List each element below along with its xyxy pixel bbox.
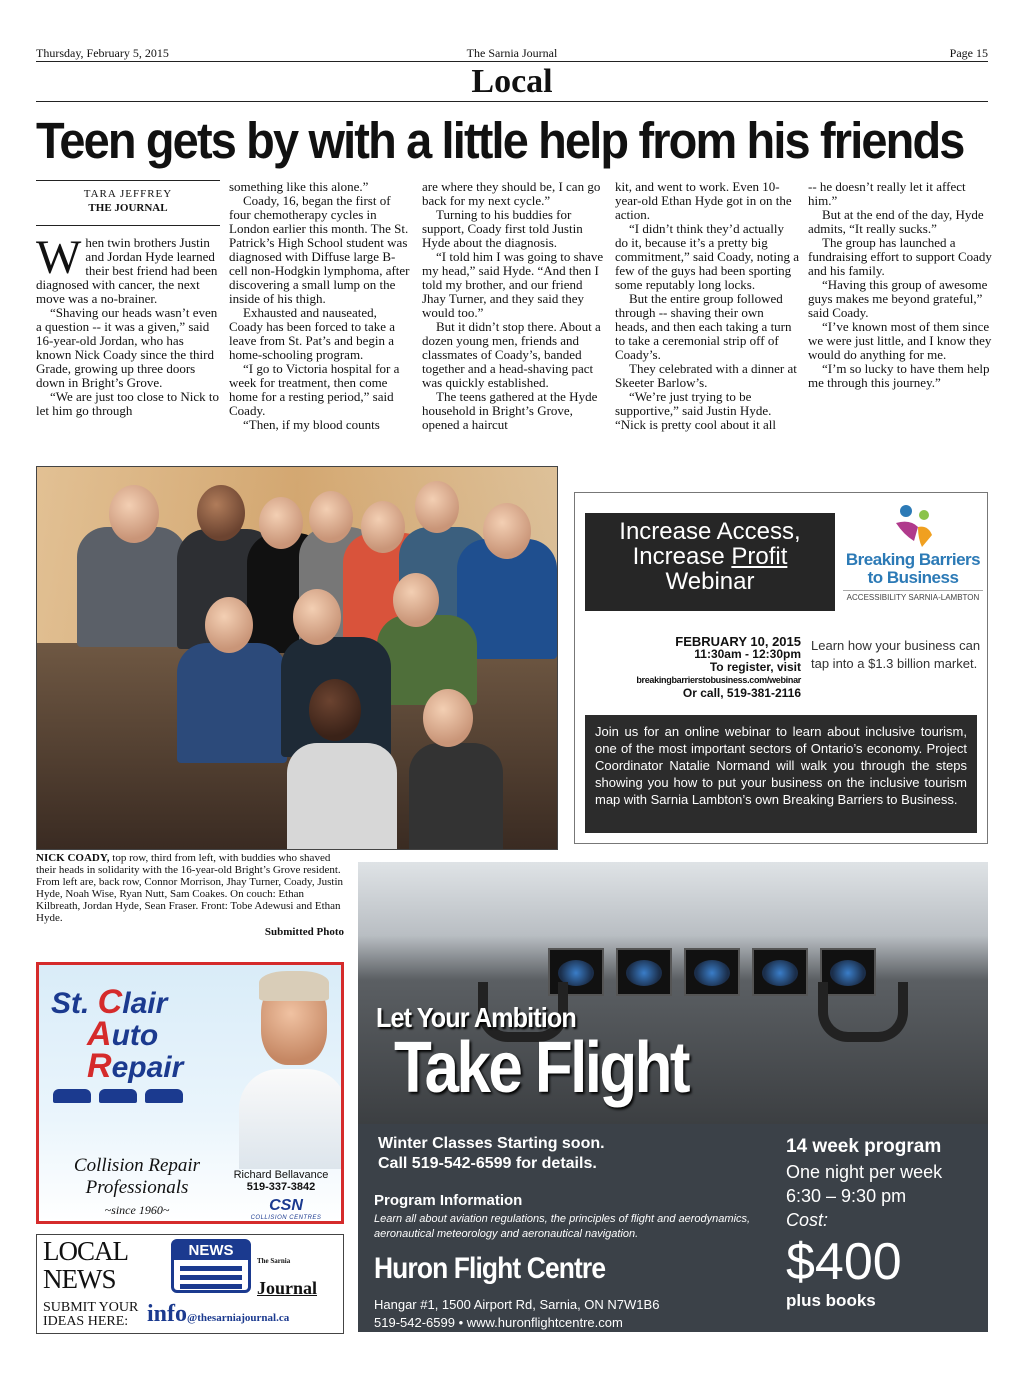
brand-line3 — [51, 1047, 184, 1085]
caption-text: top row, third from left, with buddies who shaved their heads in solidarity with the 16-year-old Bright’s Grove resident. From left are, back row, Connor Morrison, Jhay Turner, Coady, Justin Hyde, Noah Wise, Ryan Nutt, Sam Coakes. On couch: Ethan Kilbreath, Jordan Hyde, Sean Fraser. Front: Tobe Adewusi and Ethan Hyde. — [36, 852, 344, 924]
submit-email[interactable] — [147, 1301, 289, 1328]
webinar-details — [585, 635, 801, 700]
stclair-brand — [51, 983, 184, 1085]
flight-centre-ad — [358, 862, 988, 1332]
program-length: 14 week program — [786, 1136, 942, 1157]
figure-icon — [888, 501, 938, 551]
newspaper-icon — [171, 1239, 251, 1293]
article-text-5 — [808, 180, 992, 390]
logo-name-line1: Breaking Barriers — [845, 550, 981, 569]
program-summary — [786, 1134, 982, 1310]
webinar-description: Join us for an online webinar to learn about inclusive tourism, one of the most important sectors of Ontario’s economy. Project Coordinator Natalie Normand will walk you through the steps showing you how to put your business on the inclusive tourism map with Sarnia Lambton’s own Breaking Barriers to Business. — [585, 715, 977, 833]
flight-centre-name: Huron Flight Centre — [374, 1252, 606, 1285]
address-line2[interactable]: 519-542-6599 • www.huronflightcentre.com — [374, 1315, 623, 1330]
paper-name: The Sarnia Journal — [466, 46, 558, 60]
brand-r: R — [87, 1047, 112, 1085]
cost-label: Cost: — [786, 1210, 829, 1230]
drop-cap: W — [36, 231, 82, 284]
program-description: Learn all about aviation regulations, the principles of flight and aerodynamics, aeronautical meteorology and aeronautical navigation. — [374, 1213, 751, 1240]
brand-a: A — [87, 1015, 112, 1053]
article-paragraph: “We are just too close to Nick to let him go through — [36, 389, 219, 418]
portrait-shirt — [239, 1069, 344, 1169]
csn-logo — [237, 1197, 335, 1221]
car-icons — [53, 1089, 203, 1107]
email-user: info — [147, 1301, 188, 1327]
cockpit-display — [616, 948, 672, 996]
issue-date: Thursday, February 5, 2015 — [36, 46, 169, 60]
program-hours: 6:30 – 9:30 pm — [786, 1186, 907, 1206]
article-paragraph: -- he doesn’t really let it affect him.” — [808, 179, 966, 208]
person-head — [423, 689, 473, 747]
cockpit-display — [752, 948, 808, 996]
csn-subtitle: COLLISION CENTRES — [250, 1215, 322, 1221]
person-body — [77, 527, 187, 647]
person-head — [361, 501, 405, 553]
article-paragraph: “I didn’t think they’d actually do it, because it’s a pretty big commitment,” said Coady, noting a few of the guys had been sporting some reputably long locks. — [615, 221, 800, 292]
person-head — [309, 491, 353, 543]
person-body — [409, 743, 503, 850]
brand-c: C — [97, 983, 123, 1021]
webinar-title-line3: Webinar — [665, 568, 755, 595]
person-body — [287, 743, 397, 850]
local-word: LOCAL — [43, 1236, 128, 1266]
webinar-title-line1: Increase Access, — [619, 518, 801, 545]
program-price: $400 — [786, 1233, 902, 1291]
winter-classes — [378, 1134, 605, 1174]
brand-st: St. — [51, 987, 98, 1020]
flight-tagline: Let Your Ambition — [376, 1002, 576, 1033]
collision-tagline — [47, 1155, 227, 1221]
csn-text: CSN — [269, 1197, 303, 1214]
article-paragraph: But it didn’t stop there. About a dozen young men, friends and classmates of Coady’s, banded together and a head-shaving pact was quickly established. — [422, 319, 601, 390]
article-paragraph: “Shaving our heads wasn’t even a question -- it was a given,” said 16-year-old Jordan, who has known Nick Coady since the third Grade, growing up three doors down in Bright’s Grove. — [36, 305, 218, 390]
program-frequency: One night per week — [786, 1162, 943, 1182]
webinar-time: 11:30am - 12:30pm — [694, 647, 801, 661]
journal-name: Journal — [257, 1278, 318, 1298]
article-paragraph: They celebrated with a dinner at Skeeter Barlow’s. — [615, 361, 797, 390]
article-paragraph: something like this alone.” — [229, 179, 369, 194]
webinar-url[interactable]: breakingbarrierstobusiness.com/webinar — [636, 675, 801, 685]
article-paragraph: “I told him I was going to shave my head,” said Hyde. “And then I told my brother, and our friend Jhay Turner, and they said they would too.” — [422, 249, 604, 320]
journal-small: The Sarnia — [257, 1257, 291, 1265]
brand-line1 — [51, 983, 183, 1021]
article-column-4 — [615, 180, 799, 432]
article-paragraph: Turning to his buddies for support, Coady first told Justin Hyde about the diagnosis. — [422, 207, 583, 250]
email-domain: @thesarniajournal.ca — [187, 1312, 290, 1324]
article-paragraph: are where they should be, I can go back for my next cycle.” — [422, 179, 601, 208]
person-head — [393, 573, 439, 627]
person-body — [377, 615, 477, 705]
journal-logo — [257, 1257, 343, 1299]
caption-lead: NICK COADY, — [36, 852, 110, 864]
article-paragraph: But the entire group followed through -- shaving their own heads, and then each taking a turn to take a ceremonial strip off of Coady’s. — [615, 291, 792, 362]
article-paragraph: “I’m so lucky to have them help me through this journey.” — [808, 361, 990, 390]
article-column-2 — [229, 180, 413, 432]
person-head — [415, 481, 459, 533]
car-icon — [145, 1089, 183, 1103]
webinar-title-line2 — [585, 544, 835, 569]
local-news-heading — [43, 1237, 128, 1293]
local-news-ad — [36, 1234, 344, 1334]
person-head — [293, 589, 341, 645]
article-paragraph: “We’re just trying to be supportive,” said Justin Hyde. “Nick is pretty cool about it all — [615, 389, 777, 432]
photo-caption — [36, 852, 344, 938]
article-paragraph: kit, and went to work. Even 10-year-old Ethan Hyde got in on the action. — [615, 179, 792, 222]
person-head — [197, 485, 245, 541]
webinar-title-profit: Profit — [731, 543, 788, 570]
article-column-5 — [808, 180, 992, 390]
article-paragraph: Exhausted and nauseated, Coady has been forced to take a leave from St. Pat’s and begin a home-schooling program. — [229, 305, 396, 362]
person-head — [205, 597, 253, 653]
byline-author: TARA JEFFREY — [83, 188, 173, 200]
person-head — [109, 485, 159, 543]
webinar-ad — [574, 492, 988, 844]
section-title: Local — [36, 62, 988, 102]
article-paragraph: But at the end of the day, Hyde admits, “It really sucks.” — [808, 207, 984, 236]
byline-paper: THE JOURNAL — [88, 202, 168, 214]
program-title: Program Information — [374, 1192, 523, 1209]
owner-portrait — [239, 965, 344, 1165]
price-note: plus books — [786, 1291, 876, 1310]
stclair-auto-ad — [36, 962, 344, 1224]
person-head — [259, 497, 303, 549]
flight-headline: Take Flight — [394, 1028, 688, 1108]
person-head — [483, 503, 531, 559]
article-text-2 — [229, 180, 413, 432]
article-paragraph: hen twin brothers Justin and Jordan Hyde learned their best friend had been diagnosed with cancer, the next move was a no-brainer. — [36, 235, 218, 306]
article-text-4 — [615, 180, 799, 432]
brand-lair: lair — [122, 987, 168, 1020]
since-year: ~since 1960~ — [104, 1203, 170, 1217]
article-headline: Teen gets by with a little help from his friends — [36, 112, 964, 169]
article-text-3 — [422, 180, 606, 432]
article-paragraph: Coady, 16, began the first of four chemotherapy cycles in London earlier this month. The St. Patrick’s High School student was diagnosed with Diffuse large B-cell non-Hodgkin lymphoma, after discovering a small lump on the inside of his thigh. — [229, 193, 410, 306]
contact-info — [221, 1169, 341, 1193]
cockpit-display — [684, 948, 740, 996]
article-paragraph: “Having this group of awesome guys makes me beyond grateful,” said Coady. — [808, 277, 988, 320]
winter-line2: Call 519-542-6599 for details. — [378, 1155, 597, 1172]
article-column-1 — [36, 180, 220, 418]
news-word: NEWS — [43, 1264, 116, 1294]
brand-line2 — [51, 1015, 183, 1053]
webinar-learn: Learn how your business can tap into a $1.3 billion market. — [811, 638, 981, 671]
webinar-title-box — [585, 513, 835, 611]
article-paragraph: The teens gathered at the Hyde household in Bright’s Grove, opened a haircut — [422, 389, 598, 432]
webinar-phone: Or call, 519-381-2116 — [682, 686, 801, 700]
collision-line2: Professionals — [85, 1177, 189, 1198]
article-paragraph: “I’ve known most of them since we were just little, and I know they would do anything for me. — [808, 319, 992, 362]
article-paragraph: “I go to Victoria hospital for a week for treatment, then come home for a resting period,” said Coady. — [229, 361, 400, 418]
brand-uto: uto — [111, 1019, 159, 1052]
article-column-3 — [422, 180, 606, 432]
submit-ideas — [43, 1301, 138, 1329]
breaking-barriers-logo — [843, 501, 983, 613]
photo-credit: Submitted Photo — [264, 926, 344, 938]
submit-line2: IDEAS HERE: — [43, 1314, 129, 1329]
person-head — [309, 679, 361, 741]
car-icon — [53, 1089, 91, 1103]
webinar-date: FEBRUARY 10, 2015 — [675, 634, 801, 649]
contact-name: Richard Bellavance — [233, 1169, 329, 1181]
collision-line1: Collision Repair — [73, 1155, 201, 1176]
page-number: Page 15 — [949, 46, 988, 60]
masthead — [36, 44, 988, 62]
webinar-title-line2a: Increase — [632, 543, 732, 570]
flight-centre-address — [374, 1296, 659, 1332]
article-paragraph: “Then, if my blood counts — [243, 417, 380, 432]
person-body — [177, 643, 287, 763]
submit-line1: SUBMIT YOUR — [43, 1300, 139, 1315]
yoke-icon — [818, 982, 908, 1042]
logo-name-line2: to Business — [867, 568, 959, 587]
newspaper-icon-label: NEWS — [174, 1242, 248, 1260]
article-paragraph: The group has launched a fundraising effort to support Coady and his family. — [808, 235, 992, 278]
logo-subtitle: ACCESSIBILITY SARNIA-LAMBTON — [843, 590, 983, 602]
newspaper-lines — [180, 1266, 242, 1293]
group-photo — [36, 466, 558, 850]
brand-epair: epair — [111, 1051, 184, 1084]
contact-phone: 519-337-3842 — [246, 1181, 316, 1193]
portrait-hair — [259, 971, 329, 1001]
car-icon — [99, 1089, 137, 1103]
byline — [36, 180, 220, 226]
webinar-register: To register, visit — [709, 660, 801, 674]
winter-line1: Winter Classes Starting soon. — [378, 1135, 605, 1152]
address-line1: Hangar #1, 1500 Airport Rd, Sarnia, ON N7W1B6 — [374, 1297, 660, 1312]
